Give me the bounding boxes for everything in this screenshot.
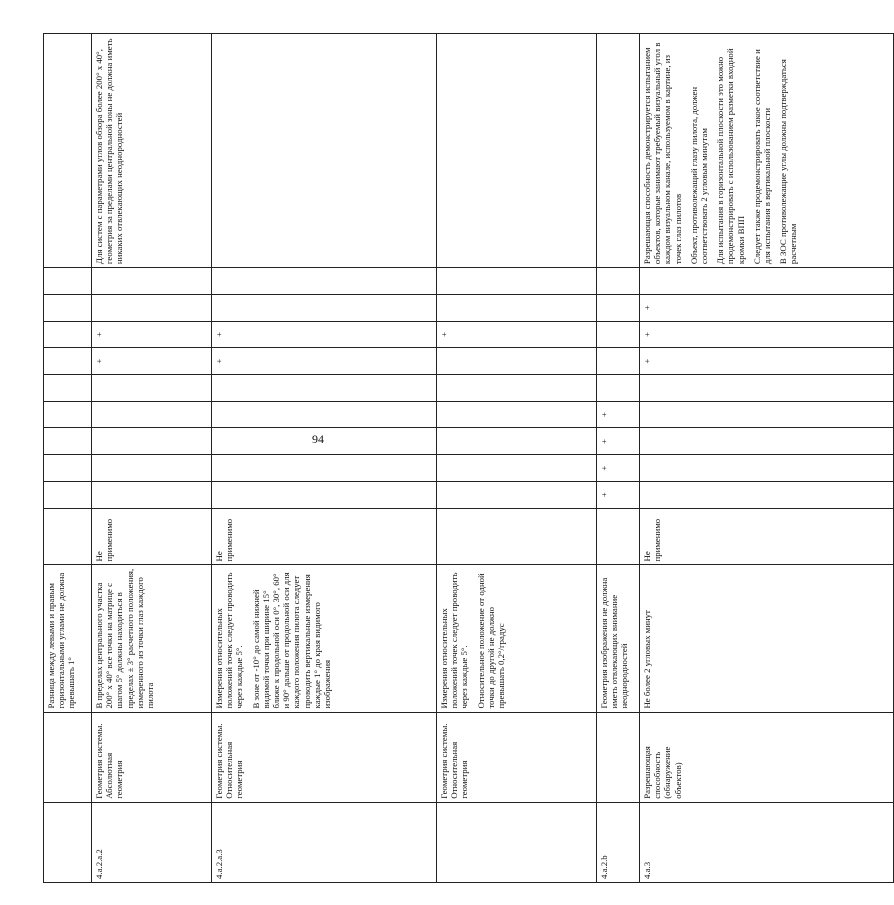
- mark-cell: [44, 375, 92, 402]
- requirement-paragraph: В пределах центрального участка 200° х 40° все точки на матрице с шагом 5° должны находиться в пределах ± 3° расчетного положения, измеренного из точки глаз каждого пилота: [94, 568, 156, 709]
- mark-cell: [640, 268, 894, 295]
- mark-cell: [212, 401, 437, 428]
- mark-cell: +: [92, 348, 212, 375]
- mark-cell: [640, 481, 894, 508]
- note-paragraph: Для испытания в горизонтальной плоскости это можно продемонстрировать с использованием разметки входной кромки ВПП: [715, 48, 746, 265]
- mark-cell: [437, 455, 597, 482]
- requirement-cell: [92, 565, 212, 712]
- mark-cell: [437, 348, 597, 375]
- mark-cell: +: [597, 401, 640, 428]
- requirement-cell: [44, 565, 92, 712]
- item-number-cell: 4.a.2.a.3: [212, 802, 437, 882]
- mark-cell: [212, 294, 437, 321]
- mark-cell: [437, 375, 597, 402]
- requirement-paragraph: Измерения относительных положений точек следует проводить через каждые 5°.: [439, 572, 470, 709]
- item-number-cell: [437, 802, 597, 882]
- mark-cell: [597, 348, 640, 375]
- mark-cell: [44, 348, 92, 375]
- mark-cell: [640, 401, 894, 428]
- mark-cell: [92, 268, 212, 295]
- mark-cell: [437, 481, 597, 508]
- item-number-cell: 4.a.2.a.2: [92, 802, 212, 882]
- requirement-cell: [640, 565, 894, 712]
- rotated-table-container: [43, 33, 799, 883]
- mark-cell: +: [597, 428, 640, 455]
- note-cell: [640, 34, 894, 268]
- note-cell: [44, 34, 92, 268]
- mark-cell: [44, 401, 92, 428]
- mark-cell: [437, 268, 597, 295]
- mark-cell: [212, 428, 437, 455]
- mark-cell: [92, 401, 212, 428]
- item-name-cell: Геометрия системы. Относительная геометрия: [437, 712, 597, 802]
- mark-cell: [437, 428, 597, 455]
- mark-cell: +: [437, 321, 597, 348]
- mark-cell: [44, 455, 92, 482]
- mark-cell: [212, 455, 437, 482]
- table-row: [437, 34, 597, 883]
- mark-cell: [640, 455, 894, 482]
- requirement-paragraph: Относительное положение от одной точки до другой не должно превышать 0,2°/градус: [475, 573, 507, 709]
- mark-cell: [44, 294, 92, 321]
- note-cell: [212, 34, 437, 268]
- requirement-paragraph: Не более 2 угловых минут: [642, 610, 652, 709]
- mark-cell: [44, 481, 92, 508]
- requirement-cell: [437, 565, 597, 712]
- item-name-cell: Разрешающая способность (обнаружение объектов): [640, 712, 894, 802]
- requirements-table: [43, 33, 894, 883]
- note-cell: [437, 34, 597, 268]
- mark-cell: [92, 428, 212, 455]
- mark-cell: [92, 294, 212, 321]
- requirement-cell: [212, 565, 437, 712]
- table-row: [92, 34, 212, 883]
- applicability-cell: Не применимо: [212, 508, 437, 565]
- table-row: [597, 34, 640, 883]
- item-name-cell: Геометрия системы. Абсолютная геометрия: [92, 712, 212, 802]
- mark-cell: [597, 268, 640, 295]
- item-number-cell: 4.a.2.b: [597, 802, 640, 882]
- note-paragraph: Следует также продемонстрировать такое соответствие и для испытания в вертикальной плоскости: [751, 49, 773, 265]
- mark-cell: [597, 294, 640, 321]
- mark-cell: +: [212, 321, 437, 348]
- mark-cell: +: [640, 321, 894, 348]
- requirement-paragraph: Разница между левыми и правым горизонтальными углами не должна превышать 1°: [46, 572, 77, 709]
- mark-cell: [212, 375, 437, 402]
- mark-cell: [437, 294, 597, 321]
- mark-cell: [92, 455, 212, 482]
- item-name-cell: Геометрия системы. Относительная геометрия: [212, 712, 437, 802]
- applicability-cell: Не применимо: [640, 508, 894, 565]
- note-paragraph: Для систем с параметрами углов обзора более 200° х 40°, геометрия за пределами центральной зоны не должна иметь никаких отвлекающих неоднородностей: [94, 38, 125, 265]
- mark-cell: +: [597, 481, 640, 508]
- table-row: [640, 34, 894, 883]
- note-paragraph: Разрешающая способность демонстрируется испытанием объектов, которые занимают требуемый визуальный угол в каждом визуальном канале, используемом в картине, из точек глаз пилотов: [642, 42, 683, 265]
- applicability-cell: [597, 508, 640, 565]
- item-name-cell: [44, 712, 92, 802]
- mark-cell: [44, 321, 92, 348]
- applicability-cell: [437, 508, 597, 565]
- mark-cell: [44, 428, 92, 455]
- requirement-paragraph: Геометрия изображения не должна иметь отвлекающих внимание неоднородностей: [599, 577, 630, 709]
- item-number-cell: [44, 802, 92, 882]
- applicability-cell: [44, 508, 92, 565]
- mark-cell: +: [597, 455, 640, 482]
- mark-cell: [597, 375, 640, 402]
- mark-cell: [212, 268, 437, 295]
- mark-cell: [597, 321, 640, 348]
- note-paragraph: Объект, противолежащий глазу пилота, должен соответствовать 2 угловым минутам: [688, 86, 710, 265]
- mark-cell: +: [640, 294, 894, 321]
- requirement-paragraph: Измерения относительных положений точек следует проводить через каждые 5°.: [214, 572, 245, 709]
- table-row: [212, 34, 437, 883]
- mark-cell: [92, 375, 212, 402]
- note-cell: [92, 34, 212, 268]
- mark-cell: +: [212, 348, 437, 375]
- note-paragraph: В ЗОС противолежащие углы должны подтверждаться расчетным: [778, 59, 799, 265]
- mark-cell: [640, 428, 894, 455]
- mark-cell: [212, 481, 437, 508]
- mark-cell: [44, 268, 92, 295]
- requirement-cell: [597, 565, 640, 712]
- requirement-paragraph: В зоне от -10° до самой нижней видимой точки при ширине 15° ближе к продольной оси 0°, 30°, 60° и 90° дальше от продольной оси для каждого положения пилота следует проводить вертикальные измерения каждые 1° до края видимого изображения: [250, 572, 333, 709]
- mark-cell: [437, 401, 597, 428]
- applicability-cell: Не применимо: [92, 508, 212, 565]
- mark-cell: +: [92, 321, 212, 348]
- mark-cell: +: [640, 348, 894, 375]
- item-number-cell: 4.a.3: [640, 802, 894, 882]
- note-cell: [597, 34, 640, 268]
- page-number: 94: [312, 432, 324, 446]
- mark-cell: [640, 375, 894, 402]
- table-row: [44, 34, 92, 883]
- item-name-cell: [597, 712, 640, 802]
- mark-cell: [92, 481, 212, 508]
